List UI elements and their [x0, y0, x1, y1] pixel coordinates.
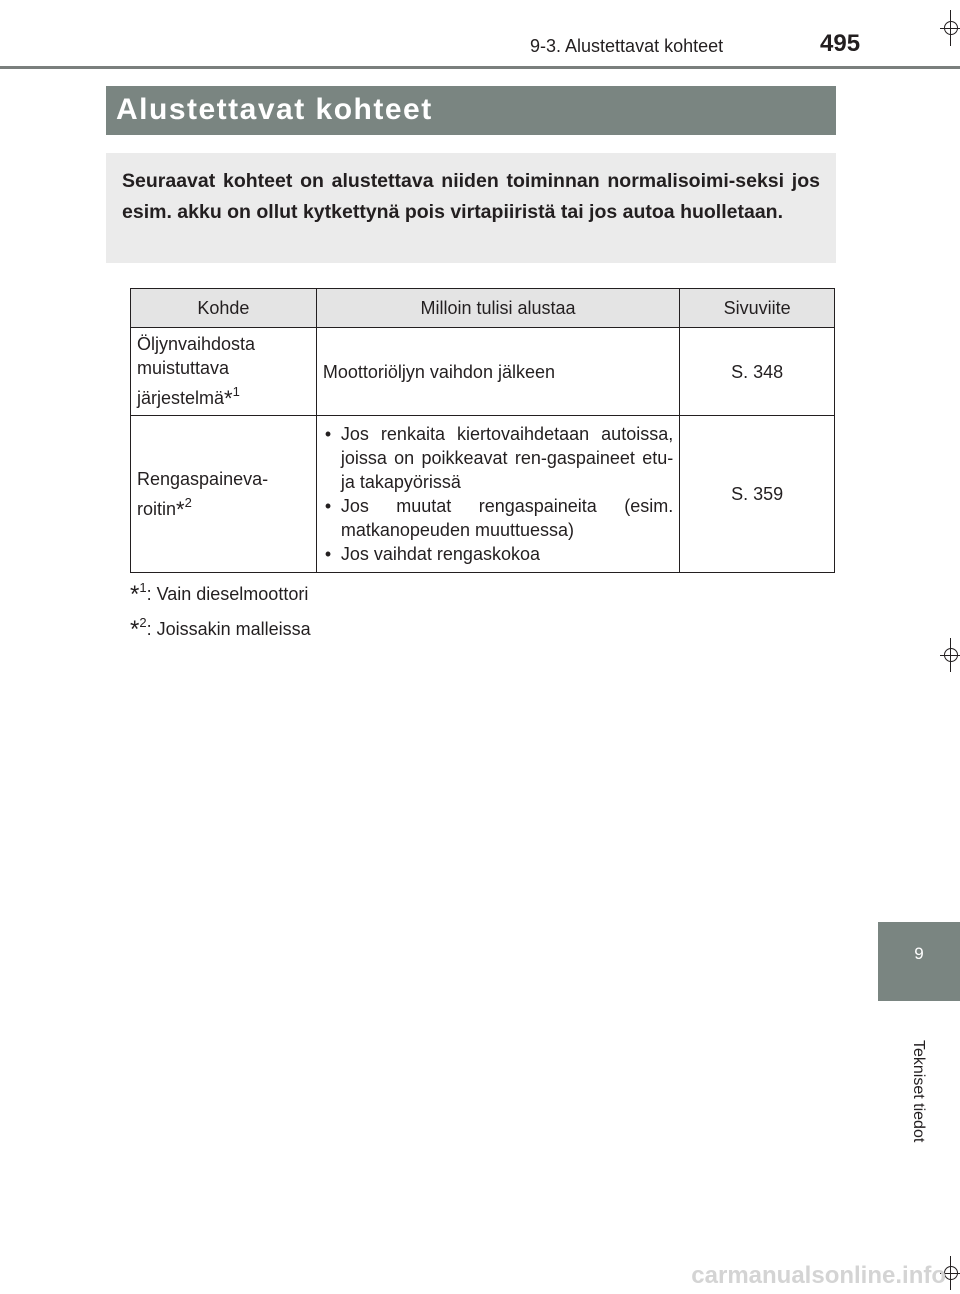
footnote-asterisk: *	[176, 496, 185, 522]
list-item: • Jos vaihdat rengaskokoa	[323, 542, 673, 566]
footnote-mark: 2	[139, 615, 147, 630]
item-name: Öljynvaihdosta muistuttava järjestelmä	[137, 334, 256, 408]
registration-mark-top	[940, 10, 960, 46]
list-item: • Jos renkaita kiertovaihdetaan autoissa, joissa on poikkeavat ren-gaspaineet etu- ja takapyörissä	[323, 422, 673, 494]
header-when: Milloin tulisi alustaa	[316, 289, 679, 328]
chapter-title: Tekniset tiedot	[910, 1040, 927, 1143]
intro-box	[106, 153, 836, 263]
header-item: Kohde	[131, 289, 317, 328]
chapter-number: 9	[914, 944, 924, 963]
page-title: Alustettavat kohteet	[116, 93, 433, 126]
header-page-ref: Sivuviite	[680, 289, 835, 328]
table-header-row	[131, 289, 835, 328]
footnote-asterisk: *	[130, 581, 140, 608]
footnote-1	[130, 580, 308, 609]
footnote-text: : Joissakin malleissa	[146, 619, 311, 639]
when-text: Moottoriöljyn vaihdon jälkeen	[322, 361, 555, 382]
intro-text: Seuraavat kohteet on alustettava niiden toiminnan normalisoimi-seksi jos esim. akku on ollut kytkettynä pois virtapiiristä tai jos autoa huolletaan.	[122, 170, 820, 223]
items-table	[130, 288, 835, 573]
when-cell	[316, 328, 679, 416]
title-band	[106, 86, 836, 135]
table-row	[131, 328, 835, 416]
page-ref-cell	[680, 416, 835, 573]
list-item: • Jos muutat rengaspaineita (esim. matkanopeuden muuttuessa)	[323, 494, 673, 542]
footnote-mark: 1	[139, 580, 147, 595]
item-name: Rengaspaineva-roitin	[137, 468, 269, 519]
page-ref: S. 359	[731, 484, 784, 504]
when-cell	[316, 416, 679, 573]
page-ref-cell	[680, 328, 835, 416]
footnote-ref: 2	[184, 494, 192, 510]
page-ref: S. 348	[731, 361, 784, 382]
footnote-asterisk: *	[130, 616, 140, 643]
chapter-tab	[878, 922, 960, 1001]
footnote-ref: 1	[232, 384, 240, 399]
footnote-2	[130, 615, 311, 644]
when-bullet-list	[323, 422, 673, 566]
header-divider	[0, 66, 960, 69]
item-cell	[131, 328, 317, 416]
table-row	[131, 416, 835, 573]
item-cell	[131, 416, 317, 573]
registration-mark-middle	[940, 638, 960, 672]
section-heading: 9-3. Alustettavat kohteet	[530, 36, 724, 56]
page-number: 495	[820, 30, 861, 57]
watermark: carmanualsonline.info	[691, 1262, 946, 1289]
footnote-text: : Vain dieselmoottori	[146, 584, 309, 604]
footnote-asterisk: *	[224, 386, 233, 411]
